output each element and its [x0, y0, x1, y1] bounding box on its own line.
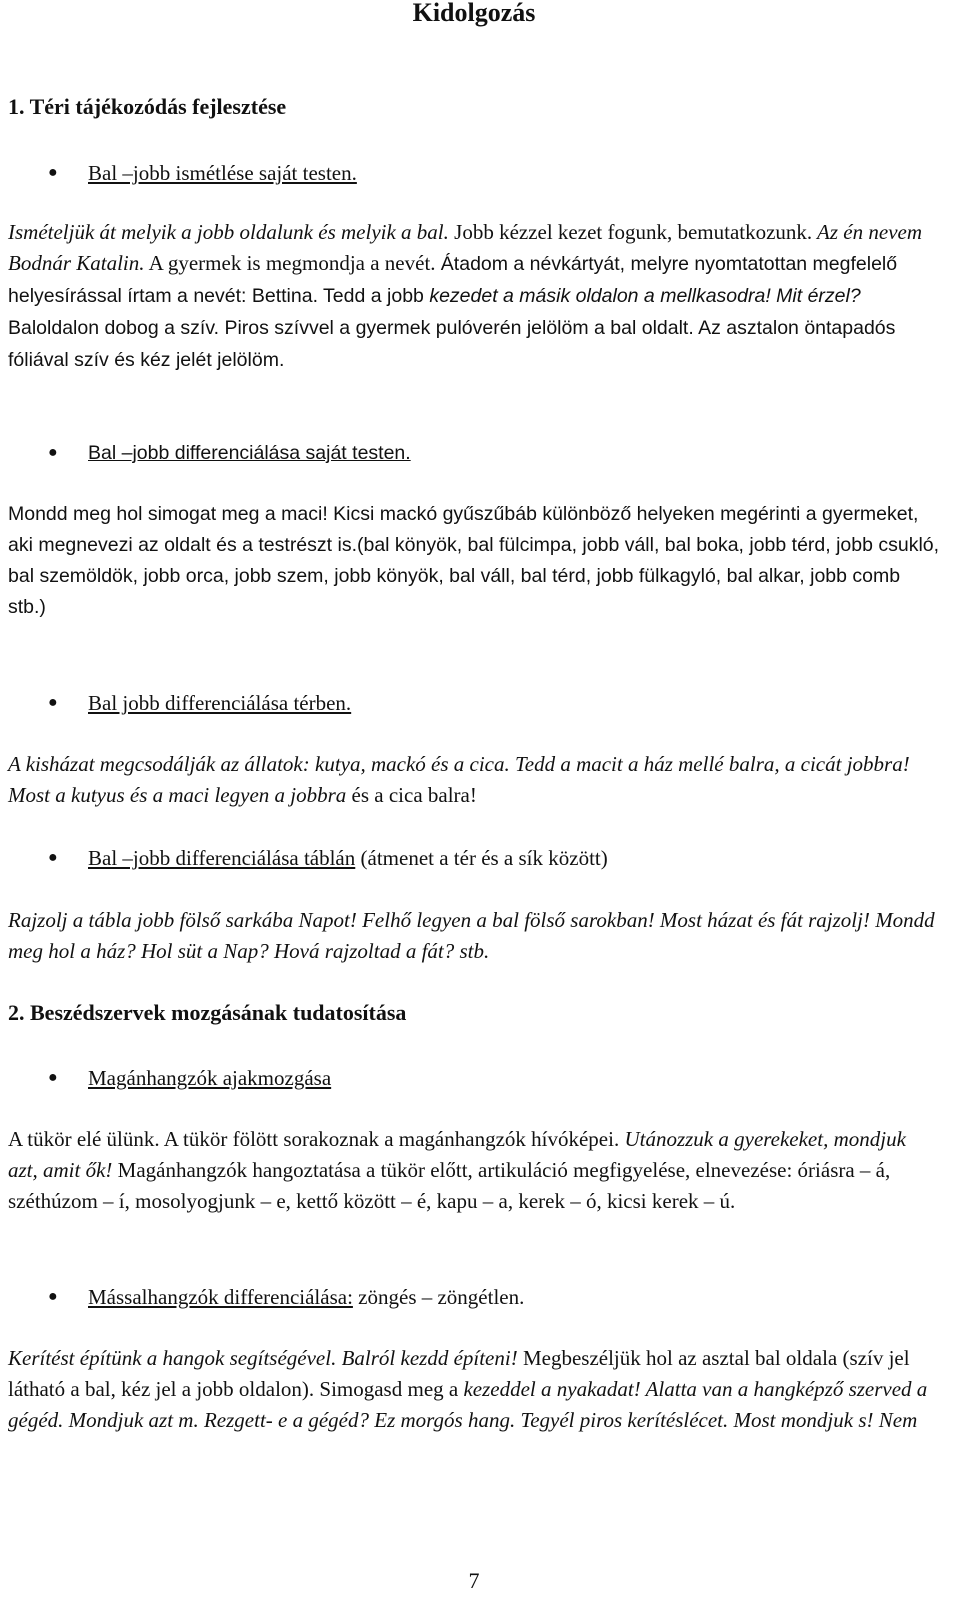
- bullet-text: Bal –jobb differenciálása saját testen.: [88, 442, 411, 464]
- page-number: 7: [468, 1568, 480, 1593]
- section-1-paragraph-2: Mondd meg hol simogat meg a maci! Kicsi mackó gyűszűbáb különböző helyeken megérinti a gyermeket, aki megnevezi az oldalt és a testrészt is.(bal könyök, bal fülcimpa, jobb váll, bal boka, jobb térd, jobb csukló, bal szemöldök, jobb orca, jobb szem, jobb könyök, bal váll, bal térd, jobb fülkagyló, bal alkar, jobb comb stb.): [8, 503, 940, 618]
- p1-italic-c: Az én nevem Bodnár Katalin.: [8, 220, 923, 275]
- s2p2-italic-d: Rezgett- e a gégéd? Ez morgós hang. Tegyél piros kerítéslécet. Most mondjuk s! Nem: [198, 1408, 918, 1432]
- bullet-text: Bal –jobb ismétlése saját testen.: [88, 161, 357, 185]
- bullet-text: Bal jobb differenciálása térben.: [88, 691, 352, 715]
- s2p2-italic-a: Kerítést építünk a hangok segítségével. Balról kezdd építeni!: [8, 1346, 518, 1370]
- s2-bullet-2-underlined: Mássalhangzók differenciálása:: [88, 1285, 353, 1309]
- section-2-paragraph-2: [8, 1343, 940, 1436]
- p1-text-g: Baloldalon dobog a szív. Piros szívvel a gyermek pulóverén jelölöm a bal oldalt. Az asztalon öntapadós fóliával szív és kéz jelét jelölöm.: [8, 317, 896, 371]
- bullet-dot-icon: ●: [48, 1288, 58, 1305]
- section-1-paragraph-4: Rajzolj a tábla jobb fölső sarkába Napot! Felhő legyen a bal fölső sarokban! Most házat és fát rajzolj! Mondd meg hol a ház? Hol süt a Nap? Hová rajzoltad a fát? stb.: [8, 908, 935, 963]
- bullet-4-underlined: Bal –jobb differenciálása táblán: [88, 846, 356, 870]
- section-1-heading: 1. Téri tájékozódás fejlesztése: [8, 94, 287, 119]
- s2p2-italic-c: kezeddel a nyakadat! Alatta van a hangképző szerved a gégéd. Mondjuk azt m.: [8, 1377, 928, 1432]
- p3-italic-a: A kisházat megcsodálják az állatok: kutya, mackó és a cica. Tedd a macit a ház mellé balra, a cicát jobbra! Most a kutyus és a maci legyen a jobbra: [8, 752, 910, 807]
- p3-text-b: és a cica balra!: [351, 783, 477, 807]
- p1-text-d: A gyermek is megmondja a nevét.: [144, 251, 436, 275]
- p1-italic-a: Ismételjük át melyik a jobb oldalunk és melyik a bal.: [8, 220, 449, 244]
- s2p1-italic-b: Utánozzuk a gyerekeket, mondjuk azt, amit ők!: [8, 1127, 906, 1182]
- s2p1-text-a: A tükör elé ülünk. A tükör fölött sorakoznak a magánhangzók hívóképei.: [8, 1127, 625, 1151]
- section-2-heading: 2. Beszédszervek mozgásának tudatosítása: [8, 1000, 407, 1025]
- bullet-dot-icon: ●: [48, 444, 58, 461]
- section-1-paragraph-1: [8, 217, 940, 376]
- bullet-dot-icon: ●: [48, 1069, 58, 1086]
- s2p1-text-c: Magánhangzók hangoztatása a tükör előtt, artikuláció megfigyelése, elnevezése: óriásra – á, széthúzom – í, mosolyogjunk – e, kettő között – é, kapu – a, kerek – ó, kicsi kerek – ú.: [8, 1158, 891, 1213]
- bullet-text: Magánhangzók ajakmozgása: [88, 1066, 332, 1090]
- p1-italic-f: kezedet a másik oldalon a mellkasodra! Mit érzel?: [429, 285, 861, 307]
- bullet-text: [88, 1282, 524, 1312]
- p1-text-b: Jobb kézzel kezet fogunk, bemutatkozunk.: [448, 220, 813, 244]
- page-title: Kidolgozás: [412, 0, 536, 27]
- section-1-paragraph-3: [8, 749, 940, 811]
- bullet-text: [88, 843, 608, 873]
- section-2-paragraph-1: [8, 1124, 940, 1217]
- p1-text-e: Átadom a névkártyát, melyre nyomtatottan megfelelő helyesírással írtam a nevét: Bettina. Tedd a jobb: [8, 253, 898, 307]
- s2-bullet-2-rest: zöngés – zöngétlen.: [352, 1285, 525, 1309]
- s2p2-text-b: Megbeszéljük hol az asztal bal oldala (szív jel látható a bal, kéz jel a jobb oldalon). Simogasd meg a: [8, 1346, 910, 1401]
- bullet-4-rest: (átmenet a tér és a sík között): [355, 846, 608, 870]
- bullet-dot-icon: ●: [48, 164, 58, 181]
- bullet-dot-icon: ●: [48, 694, 58, 711]
- bullet-dot-icon: ●: [48, 849, 58, 866]
